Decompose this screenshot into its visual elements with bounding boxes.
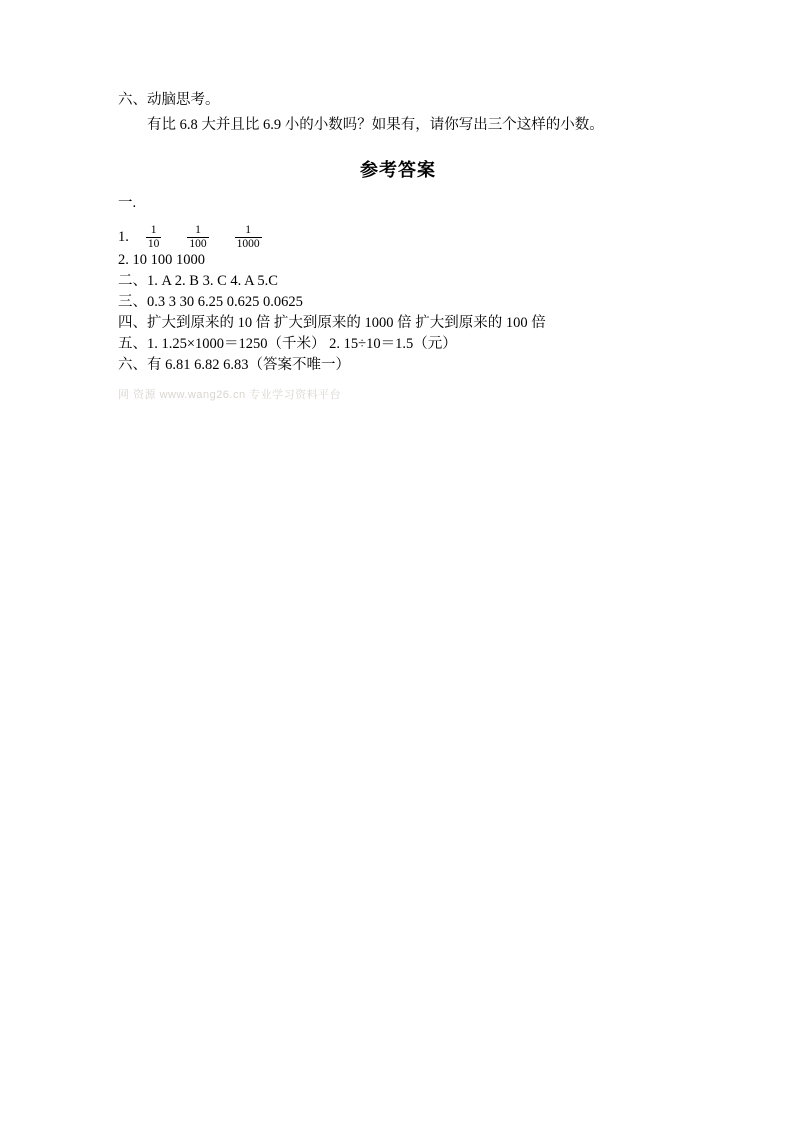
answer-item-1-fractions [118, 216, 678, 250]
fraction-one-hundredth [187, 224, 208, 250]
question-heading: 六、动脑思考。 [118, 92, 220, 108]
question-body: 有比 6.8 大并且比 6.9 小的小数吗？如果有，请你写出三个这样的小数。 [147, 117, 604, 133]
fraction-one-thousandth [235, 224, 262, 250]
answer-group-3: 三、0.3 3 30 6.25 0.625 0.0625 [118, 294, 303, 310]
answer-group-2: 二、1. A 2. B 3. C 4. A 5.C [118, 273, 278, 289]
fraction-numerator: 1 [245, 224, 251, 236]
fraction-denominator: 100 [189, 238, 207, 250]
document-content [118, 88, 678, 376]
answer-group-6: 六、有 6.81 6.82 6.83（答案不唯一） [118, 357, 350, 373]
answer-group-5: 五、1. 1.25×1000＝1250（千米） 2. 15÷10＝1.5（元） [118, 336, 457, 352]
fraction-one-tenth [146, 224, 162, 250]
watermark-text: 网 资源 www.wang26.cn 专业学习资料平台 [118, 389, 342, 401]
fraction-denominator: 10 [147, 238, 160, 250]
answer-group-4: 四、扩大到原来的 10 倍 扩大到原来的 1000 倍 扩大到原来的 100 倍 [118, 315, 546, 331]
fraction-numerator: 1 [150, 224, 157, 236]
answer-group-1-label: 一. [118, 195, 137, 211]
answer-item-1-label: 1. [118, 229, 129, 245]
answer-section-title: 参考答案 [360, 160, 436, 180]
fraction-numerator: 1 [195, 224, 201, 236]
fraction-denominator: 1000 [236, 238, 260, 250]
answer-item-2: 2. 10 100 1000 [118, 252, 205, 268]
